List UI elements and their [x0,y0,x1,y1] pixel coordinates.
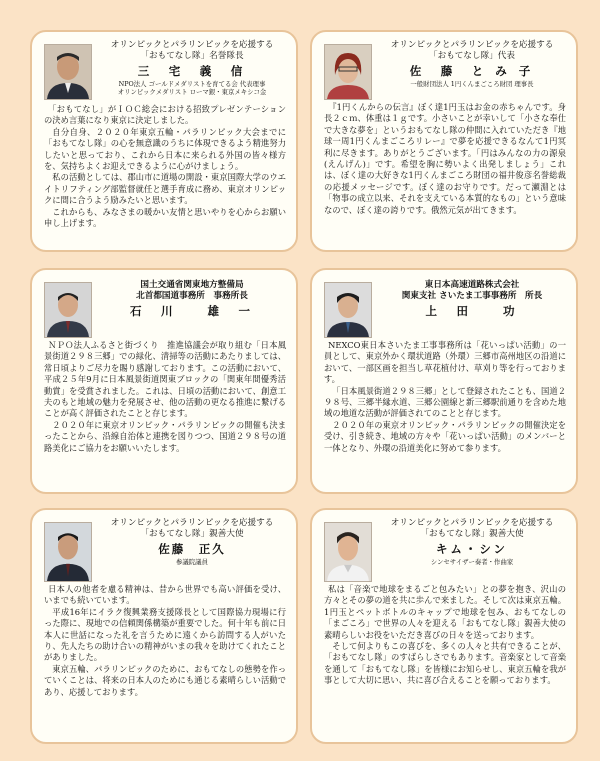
person-name: 三 宅 義 信 [137,64,247,78]
portrait-photo [44,522,92,582]
affiliation-line-1: NPO法人 ゴールドメダリストを育てる会 代表理事 [118,80,266,88]
portrait-photo [324,522,372,582]
portrait-photo [44,44,92,100]
affiliation-line-2: オリンピックメダリスト ローマ銀・東京メキシコ金 [117,88,267,96]
person-name: 佐 藤 と み 子 [409,64,535,78]
role-line-2: 「おもてなし隊」名誉隊長 [140,51,244,61]
portrait-photo [324,282,372,338]
paragraph: 「おもてなし」がＩＯＣ総会における招致プレゼンテーションの決め言葉になり東京に決定しました。 [44,104,286,126]
message-body [44,104,286,229]
paragraph: 『1円くんからの伝言』ぼく達1円玉はお金の赤ちゃんです。身長２ｃｍ、体重は１ｇです。小さいことが幸いして「小さな奉仕で大きな夢を」というおもてなし隊の仲間に入れていただき『地球一周1円くんまごころリレー』で夢を応援できるなんて1円冥利に尽きます。ありがとうございます。「円はみんなの力の源泉(えんげん)」です。希望を胸に勢いよく出発しましょう」これは、ぼく達の大好きな1円くんまごころ財団の福井俊彦名誉総裁の応援メッセージです。ぼく達のお守りです。だって瀬淵とは「物事の成立以来、それを支えている本質的なもの」という意味なので、ぼく達の誇りです。俄然元気が出てきます。 [324,102,566,215]
role-line-2: 「おもてなし隊」親善大使 [140,529,244,539]
person-name: キム・シン [435,542,509,556]
person-name: 上 田 功 [425,304,519,318]
card-header [96,40,288,96]
role-line-2: 関東支社 さいたま工事事務所 所長 [401,291,543,301]
paragraph: ２０２０年に東京オリンピック・パラリンピックの開催も決まったことから、沿線自治体と連携を図りつつ、国道２９８号の道路美化にご協力をお願いいたします。 [44,419,286,453]
card-header [376,40,568,88]
card-header [96,280,288,320]
portrait-photo [324,44,372,100]
role-line-2: 「おもてなし隊」代表 [429,51,515,61]
message-body [44,584,286,698]
message-body [324,584,566,687]
card-header [376,280,568,320]
role-line-1: オリンピックとパラリンピックを応援する [390,40,554,50]
message-body [44,340,286,454]
role-line-1: オリンピックとパラリンピックを応援する [110,518,274,528]
role-line-2: 「おもてなし隊」親善大使 [420,529,524,539]
paragraph: 「日本風景街道２９８三郷」として登録されたことも、国道２９８号、三郷半縁水道、三郷公園線と新三郷駅前通りを含めた地域の地道な活動が評価されてのことと存じます。 [324,385,566,419]
paragraph: 私は「音楽で地球をまるごと包みたい」との夢を抱き、沢山の方々とその夢の道を共に歩んで来ました。そして次は東京五輪。1円玉とペットボトルのキャップで地球を包み、おもてなしの「まごころ」で世界の人々を迎える「おもてなし隊」親善大使の素晴らしいお役をいただき喜びの日々を送っております。 [324,584,566,640]
role-line-1: 国土交通省関東地方整備局 [140,280,244,290]
message-card-sato-masahisa [30,508,298,744]
person-name: 佐藤 正久 [158,542,226,556]
paragraph: NEXCO東日本さいたま工事事務所は「花いっぱい活動」の一員として、東京外かく環状道路（外環）三郷市高州地区の沿道において、一部区画を担当し草花植付け、草刈り等を行っております。 [324,340,566,385]
role-line-1: オリンピックとパラリンピックを応援する [390,518,554,528]
role-line-1: 東日本高速道路株式会社 [424,280,520,290]
message-card-ishikawa [30,268,298,494]
paragraph: 東京五輪、パラリンピックのために、おもてなしの態勢を作っていくことは、将来の日本人のためにも通じる素晴らしい活動であり、応援しております。 [44,663,286,697]
message-body [324,102,566,216]
message-card-kim-shin [310,508,578,744]
paragraph: ＮＰＯ法人ふるさと街づくり 推進協議会が取り組む「日本風景街道２９８三郷」での緑化、清掃等の活動にあたりましては、常日頃よりご尽力を賜り感謝しております。この活動において、平成２５年9月に日本風景街道関東ブロックの「関東年間優秀活動賞」を受賞されました。これは、日頃の活動において、創意工夫のもと地域の魅力を発展させ、他の活動の更なる推進に繋げることが高く評価されたことと存じます。 [44,340,286,419]
role-line-1: オリンピックとパラリンピックを応援する [110,40,274,50]
paragraph: これからも、みなさまの暖かい友情と思いやりを心からお願い申し上げます。 [44,206,286,229]
card-header [376,518,568,566]
role-line-2: 北首都国道事務所 事務所長 [136,291,248,301]
message-body [324,340,566,454]
paragraph: そして何よりもこの喜びを、多くの人々と共有できることが、「おもてなし隊」のすばらしさでもあります。音楽家として音楽を通して「おもてなし隊」を皆様にお知らせし、東京五輪を我が事として大切に思い、共に喜び合えることを願っております。 [324,641,566,686]
message-card-ueda [310,268,578,494]
affiliation-line-1: シンセサイザー奏者・作曲家 [430,558,514,566]
message-card-sato-tomiko [310,30,578,252]
paragraph: 日本人の他者を慮る精神は、昔から世界でも高い評価を受け、いまでも続いています。 [44,584,286,606]
affiliation-line-1: 参議院議員 [176,558,208,566]
message-card-miyake [30,30,298,252]
paragraph: 自分自身、２０２０年東京五輪・パラリンピック大会までに「おもてなし隊」の心を無意識のうちに体現できるよう精進努力したいと思っており、これから日本に来られる外国の皆々様方を、気持ちよくお迎えできるように心がけましょう。 [44,126,286,172]
card-header [96,518,288,566]
paragraph: 私の活動としては、郡山市に道場の開設・東京国際大学のウエイトリフティング部監督就任と選手育成に務め、東京オリンピックに間に合うよう励みたいと思います。 [44,172,286,206]
person-name: 石 川 雄 一 [130,304,254,318]
paragraph: ２０２０年の東京オリンピック・パラリンピックの開催決定を受け、引き続き、地域の方々や「花いっぱい活動」のメンバーと一体となり、外環の沿道美化に努めて参ります。 [324,419,566,453]
affiliation-line-1: 一般財団法人 1円くんまごころ財団 理事長 [410,80,534,88]
portrait-photo [44,282,92,338]
paragraph: 平成16年にイラク復興業務支援隊長として国際協力現場に行った際に、現地での信頼関係構築が重要でした。何十年も前に日本人に世話になった礼を言うために遠くから訪問する人がいたり、先人たちの助け合いの精神がいまの我々を助けてくれたことがありました。 [44,606,286,663]
